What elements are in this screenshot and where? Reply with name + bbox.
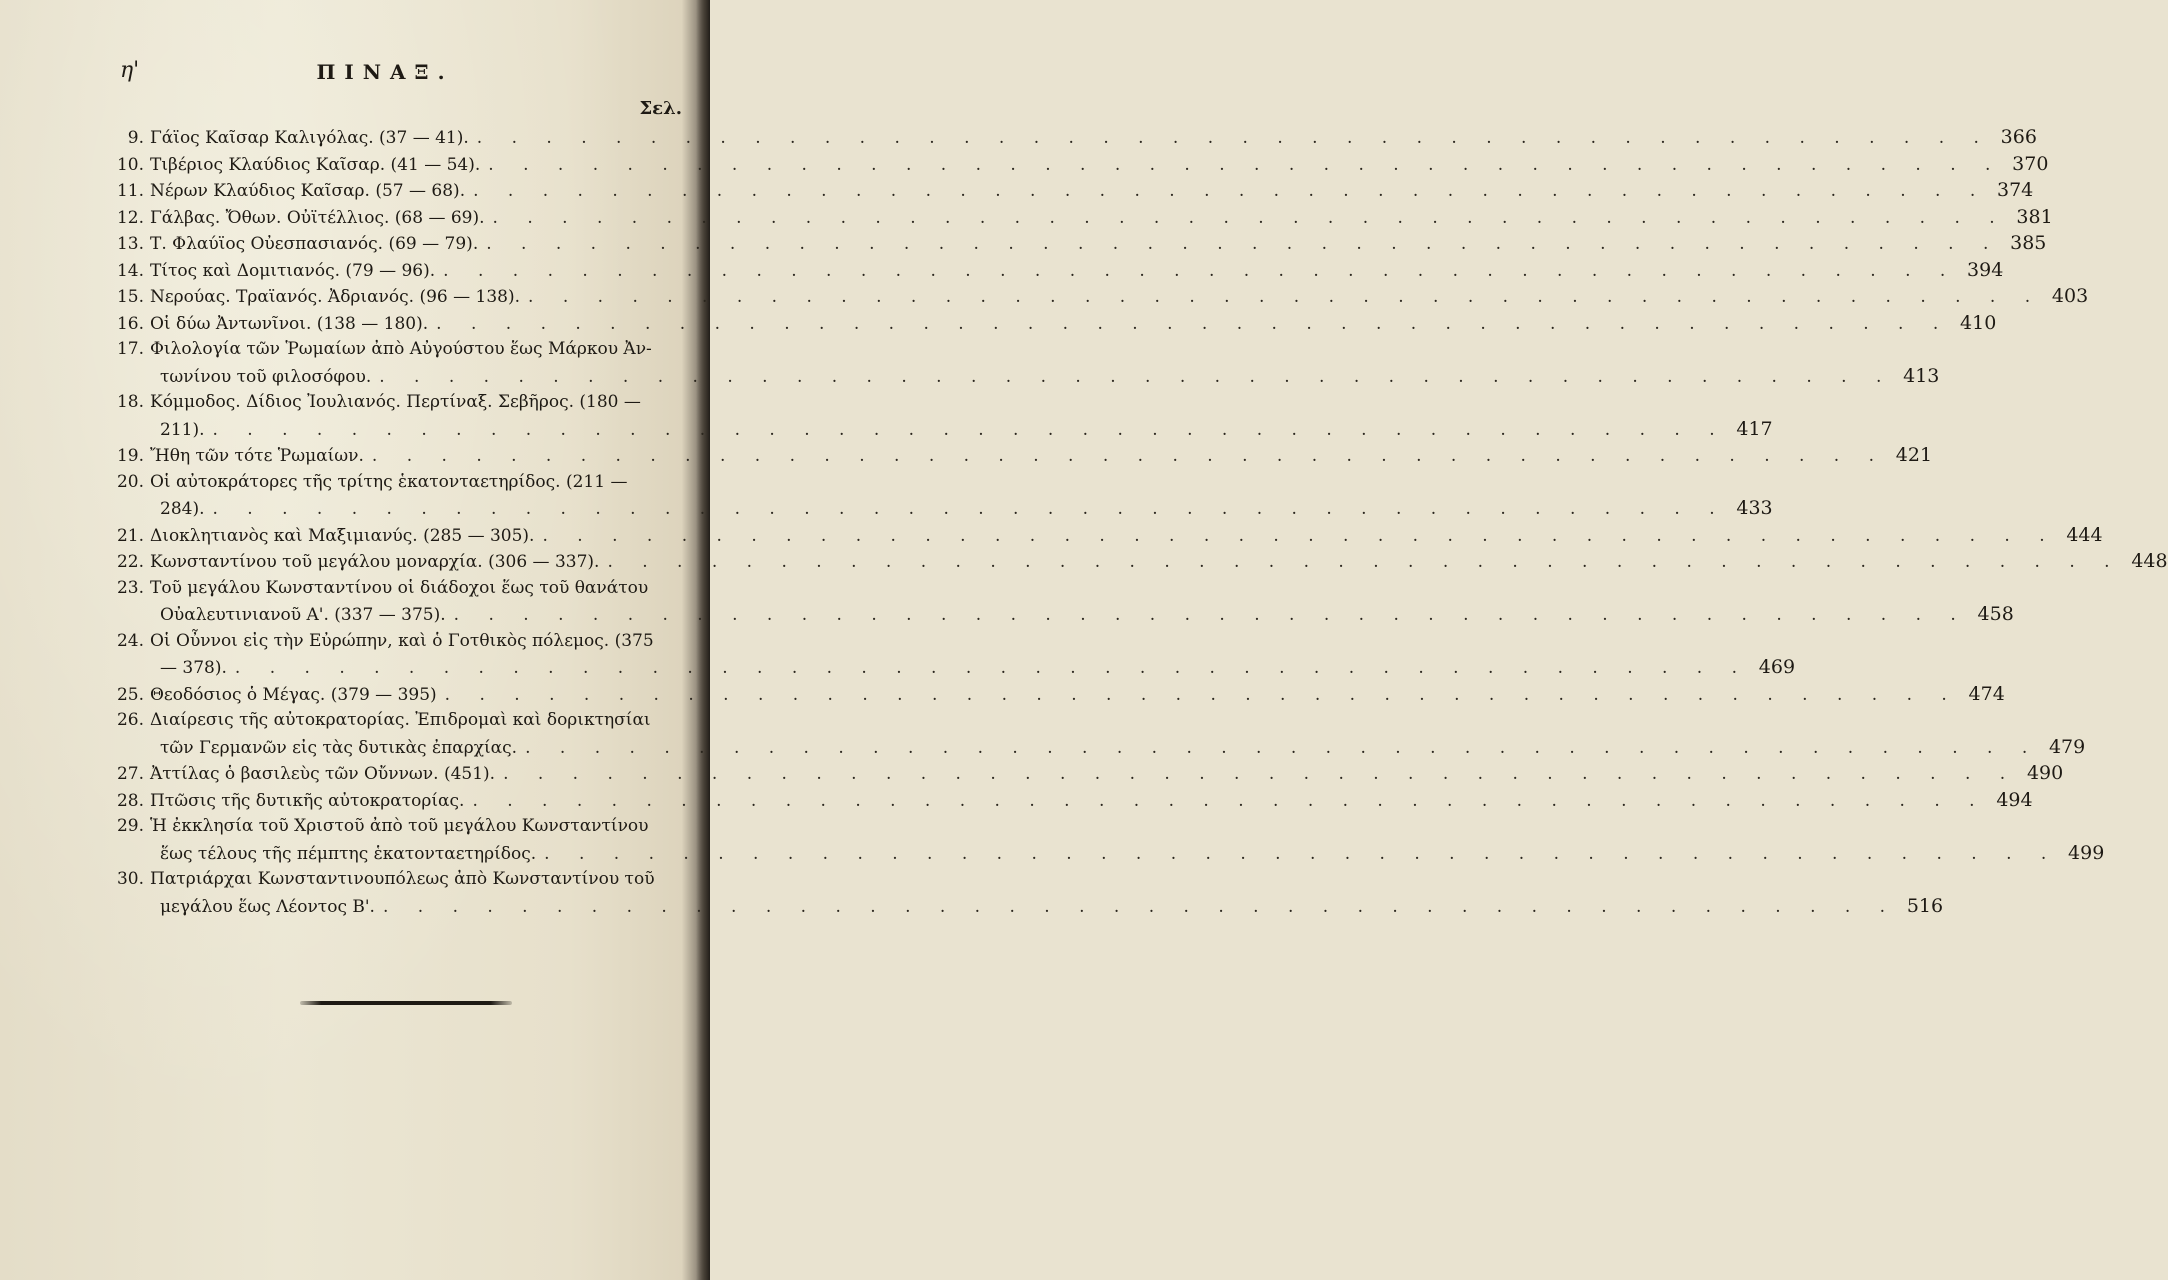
toc-entry-line [100,495,1773,522]
entry-number: 27. [116,764,144,784]
entry-title: Ἤθη τῶν τότε Ῥωμαίων. [150,446,364,466]
toc-entry [100,813,2105,866]
entry-page-number: 417 [1736,417,1773,440]
entry-page-number: 444 [2066,523,2103,546]
entry-number: 14. [116,260,144,281]
entry-number: 16. [116,313,144,334]
toc-entry-line [100,177,2034,204]
entry-number: 9. [127,128,144,148]
entry-number: 18. [116,392,144,412]
dot-leader [204,417,1726,444]
entry-title: τωνίνου τοῦ φιλοσόφου. [160,366,372,387]
dot-leader [464,788,1986,815]
toc-entry-line [100,654,1796,681]
entry-number: 17. [116,339,144,359]
dot-leader [478,231,2000,258]
entry-title: Γάϊος Καῖσαρ Καλιγόλας. (37 — 41). [150,128,469,148]
toc-entry-line [100,230,2047,257]
toc-entry [100,177,2034,204]
toc-entry-line [100,787,2033,814]
dot-leader [485,205,2007,232]
entry-page-number: 448 [2131,550,2168,572]
toc-entry-line [100,522,2103,549]
entry-title: Διοκλητιανὸς καὶ Μαξιμιανύς. (285 — 305). [150,525,535,546]
toc-entry-line [100,601,2014,628]
toc-entry-line [100,442,1933,469]
toc-entry-line [100,707,690,734]
entry-title: Κωνσταντίνου τοῦ μεγάλου μοναρχία. (306 — 337). [150,552,600,572]
toc-entry-line [100,469,690,496]
end-rule-divider [300,1001,512,1005]
toc-entry [100,204,2053,231]
entry-number: 11. [116,181,144,201]
dot-leader [495,761,2017,788]
toc-entry [100,707,2086,760]
entry-page-number: 381 [2016,205,2053,228]
entry-title: Οὐαλευτινιανοῦ Α'. (337 — 375). [160,605,446,625]
entry-title: Γάλβας. Ὄθων. Οὐϊτέλλιος. (68 — 69). [150,207,485,228]
toc-entry-line [100,336,690,363]
toc-entry [100,336,1940,389]
entry-title: Διαίρεσις τῆς αὐτοκρατορίας. Ἐπιδρομαὶ καὶ δορικτησίαι [150,710,651,730]
dot-leader [480,152,2002,179]
entry-title: 211). [160,419,205,440]
entry-page-number: 499 [2068,841,2105,864]
toc-entry [100,681,2005,708]
toc-entry [100,442,1933,469]
entry-title: Οἱ αὐτοκράτορες τῆς τρίτης ἑκατονταετηρίδος. (211 — [150,471,628,492]
dot-leader [446,602,1968,629]
toc-entry [100,310,1997,337]
entry-title: μεγάλου ἕως Λέοντος Β'. [160,896,375,917]
toc-entry-line [100,416,1773,443]
entry-number: 10. [116,154,144,175]
dot-leader [469,125,1991,152]
toc-entry-line [100,813,690,840]
entry-title: Κόμμοδος. Δίδιος Ἰουλιανός. Περτίναξ. Σεβῆρος. (180 — [150,392,641,412]
entry-title: τῶν Γερμανῶν εἰς τὰς δυτικὰς ἐπαρχίας. [160,737,518,758]
dot-leader [465,178,1987,205]
entry-title: Οἱ δύω Ἀντωνῖνοι. (138 — 180). [150,313,429,334]
entry-title: Ἀττίλας ὁ βασιλεὺς τῶν Οὔννων. (451). [150,764,496,784]
toc-entry-line [100,389,690,416]
dot-leader [536,841,2058,868]
entry-title: ἕως τέλους τῆς πέμπτης ἑκατονταετηρίδος. [160,843,537,864]
entry-title: Θεοδόσιος ὁ Μέγας. (379 — 395) [150,684,437,705]
toc-entry-line [100,866,690,893]
entry-page-number: 479 [2048,735,2086,758]
entry-page-number: 490 [2026,762,2064,784]
toc-entry-line [100,151,2049,178]
toc-entry-line [100,257,2004,284]
toc-entry [100,866,1944,919]
entry-page-number: 410 [1960,311,1997,334]
entry-number: 20. [116,471,144,492]
dot-leader [375,894,1897,921]
toc-entry [100,469,1773,522]
entry-number: 23. [116,577,144,598]
dot-leader [204,496,1726,523]
entry-page-number: 394 [1967,258,2004,281]
toc-entry-line [100,760,2064,787]
entry-number: 26. [116,710,144,730]
entry-title: Τίτος καὶ Δομιτιανός. (79 — 96). [150,260,436,281]
entry-title: Τ. Φλαύϊος Οὐεσπασιανός. (69 — 79). [150,234,479,254]
entry-title: Νέρων Κλαύδιος Καῖσαρ. (57 — 68). [150,181,466,201]
dot-leader [517,735,2039,762]
entry-title: Οἱ Οὖννοι εἰς τὴν Εὐρώπην, καὶ ὁ Γοτθικὸς πόλεμος. (375 [150,630,654,651]
entry-page-number: 458 [1977,603,2014,625]
toc-entry-line [100,363,1940,390]
entry-page-number: 421 [1895,444,1933,466]
toc-entry-line [100,575,690,602]
entry-title: 284). [160,499,205,519]
entry-number: 21. [116,525,144,546]
toc-entry-line [100,840,2105,867]
entry-page-number: 374 [1996,179,2034,201]
entry-page-number: 366 [2000,126,2037,148]
entry-title: Τοῦ μεγάλου Κωνσταντίνου οἱ διάδοχοι ἕως τοῦ θανάτου [150,577,649,598]
toc-entry-line [100,283,2089,310]
entry-page-number: 385 [2010,232,2047,254]
running-title: ΠΙΝΑΞ. [316,60,454,84]
table-of-contents [100,124,2168,919]
entry-number: 30. [116,869,144,889]
dot-leader [371,364,1893,391]
entry-number: 24. [116,630,144,651]
toc-entry-line [100,681,2005,708]
toc-entry [100,548,2168,575]
entry-number: 29. [116,816,144,836]
entry-number: 25. [116,684,144,705]
page-column-header: Σελ. [639,98,682,119]
toc-entry [100,787,2033,814]
toc-entry-line [100,628,690,655]
entry-number: 28. [116,790,144,811]
toc-entry [100,760,2064,787]
entry-number: 15. [116,287,144,307]
entry-number: 19. [116,446,144,466]
entry-page-number: 474 [1968,682,2005,705]
entry-title: Νερούας. Τραϊανός. Ἀδριανός. (96 — 138). [150,287,521,307]
toc-entry-line [100,310,1997,337]
entry-title: Πτῶσις τῆς δυτικῆς αὐτοκρατορίας. [150,790,465,811]
dot-leader [364,443,1886,470]
entry-title: Ἡ ἐκκλησία τοῦ Χριστοῦ ἀπὸ τοῦ μεγάλου Κωνσταντίνου [150,816,649,836]
toc-entry-line [100,204,2053,231]
page-header [0,58,710,90]
dot-leader [435,258,1957,285]
toc-entry [100,575,2014,628]
toc-entry [100,389,1773,442]
toc-entry [100,151,2049,178]
entry-page-number: 413 [1903,364,1940,387]
entry-page-number: 494 [1996,788,2033,811]
dot-leader [428,311,1950,338]
dot-leader [520,284,2042,311]
toc-entry-line [100,124,2037,151]
folio-number: η' [120,58,140,83]
toc-entry-line [100,548,2168,575]
toc-entry [100,257,2004,284]
entry-number: 12. [116,207,144,228]
entry-number: 22. [116,552,144,572]
toc-entry [100,628,1796,681]
dot-leader [534,523,2056,550]
entry-page-number: 433 [1736,497,1773,519]
dot-leader [437,682,1959,709]
entry-page-number: 469 [1758,656,1796,678]
entry-page-number: 516 [1906,894,1944,917]
toc-entry [100,230,2047,257]
toc-entry [100,522,2103,549]
toc-entry [100,124,2037,151]
dot-leader [599,549,2121,576]
entry-title: Φιλολογία τῶν Ῥωμαίων ἀπὸ Αὐγούστου ἕως Μάρκου Ἀν- [150,339,652,359]
toc-entry-line [100,734,2086,761]
toc-entry [100,283,2089,310]
entry-number: 13. [116,234,144,254]
entry-title: — 378). [160,658,227,678]
entry-page-number: 403 [2051,285,2089,307]
dot-leader [227,655,1749,682]
entry-page-number: 370 [2012,152,2049,175]
toc-entry-line [100,893,1944,920]
entry-title: Πατριάρχαι Κωνσταντινουπόλεως ἀπὸ Κωνσταντίνου τοῦ [150,869,655,889]
entry-title: Τιβέριος Κλαύδιος Καῖσαρ. (41 — 54). [150,154,481,175]
